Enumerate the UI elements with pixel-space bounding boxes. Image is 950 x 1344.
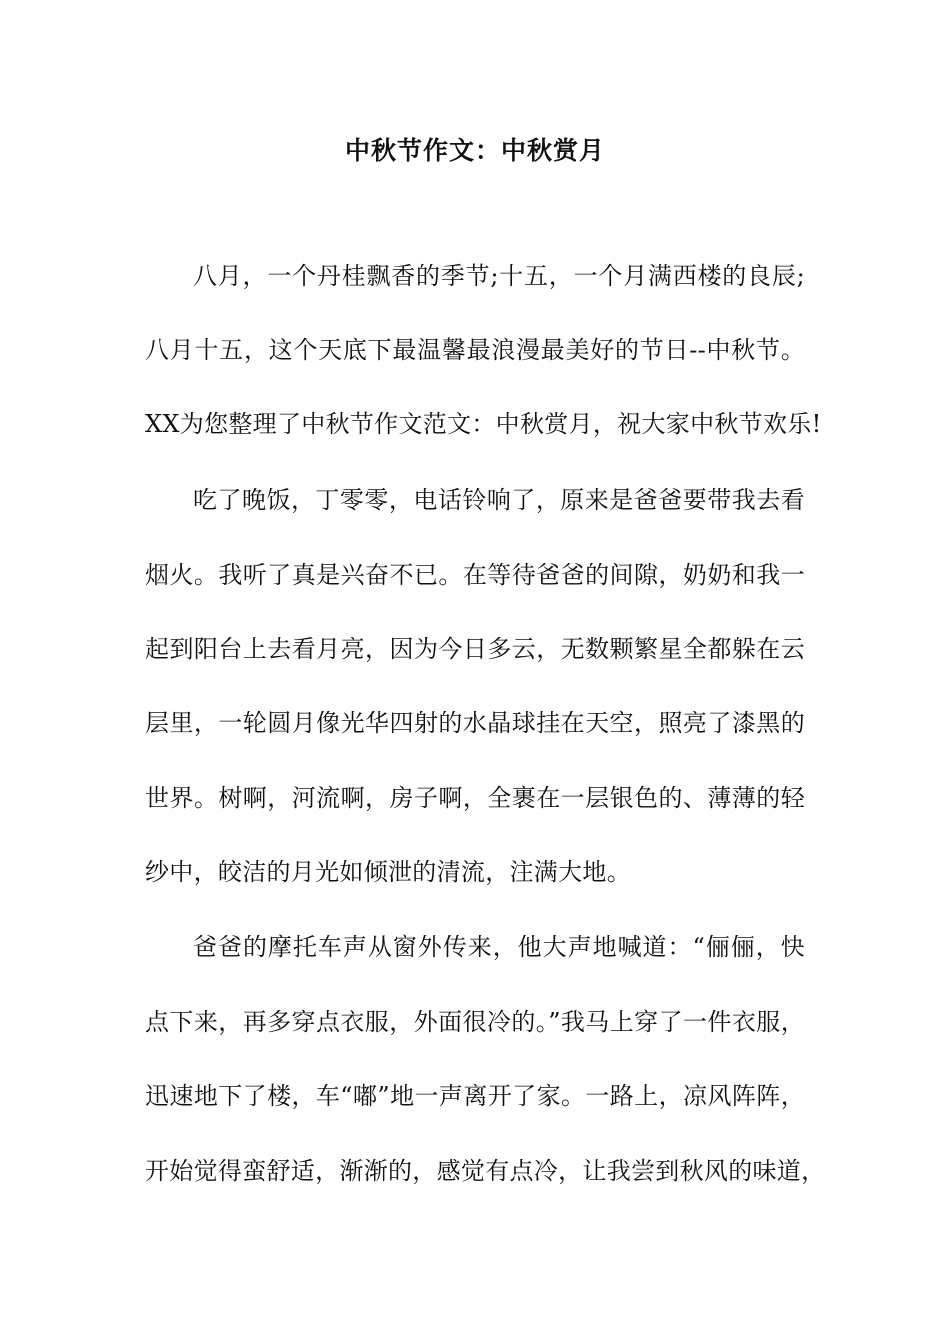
paragraph-3-line-1: 爸爸的摩托车声从窗外传来，他大声地喊道：“俪俪，快 (193, 933, 805, 961)
paragraph-2-line-6: 纱中，皎洁的月光如倾泄的清流，注满大地。 (145, 858, 631, 886)
paragraph-3-line-3: 迅速地下了楼，车“嘟”地一声离开了家。一路上，凉风阵阵， (145, 1082, 805, 1110)
paragraph-1-line-1: 八月，一个丹桂飘香的季节;十五，一个月满西楼的良辰; (193, 262, 805, 290)
paragraph-2-line-1: 吃了晚饭，丁零零，电话铃响了，原来是爸爸要带我去看 (193, 486, 805, 514)
paragraph-2-line-2: 烟火。我听了真是兴奋不已。在等待爸爸的间隙，奶奶和我一 (145, 561, 805, 589)
paragraph-2-line-3: 起到阳台上去看月亮，因为今日多云，无数颗繁星全都躲在云 (145, 635, 805, 663)
paragraph-3-line-4: 开始觉得蛮舒适，渐渐的，感觉有点冷，让我尝到秋风的味道， (145, 1157, 826, 1185)
paragraph-1-line-2: 八月十五，这个天底下最温馨最浪漫最美好的节日--中秋节。 (145, 336, 805, 364)
paragraph-1-line-3: XX为您整理了中秋节作文范文：中秋赏月，祝大家中秋节欢乐! (145, 410, 822, 438)
paragraph-3-line-2: 点下来，再多穿点衣服，外面很冷的。”我马上穿了一件衣服， (145, 1008, 805, 1036)
paragraph-2-line-5: 世界。树啊，河流啊，房子啊，全裹在一层银色的、薄薄的轻 (145, 784, 805, 812)
document-title: 中秋节作文：中秋赏月 (344, 136, 605, 165)
paragraph-2-line-4: 层里，一轮圆月像光华四射的水晶球挂在天空，照亮了漆黑的 (145, 709, 805, 737)
